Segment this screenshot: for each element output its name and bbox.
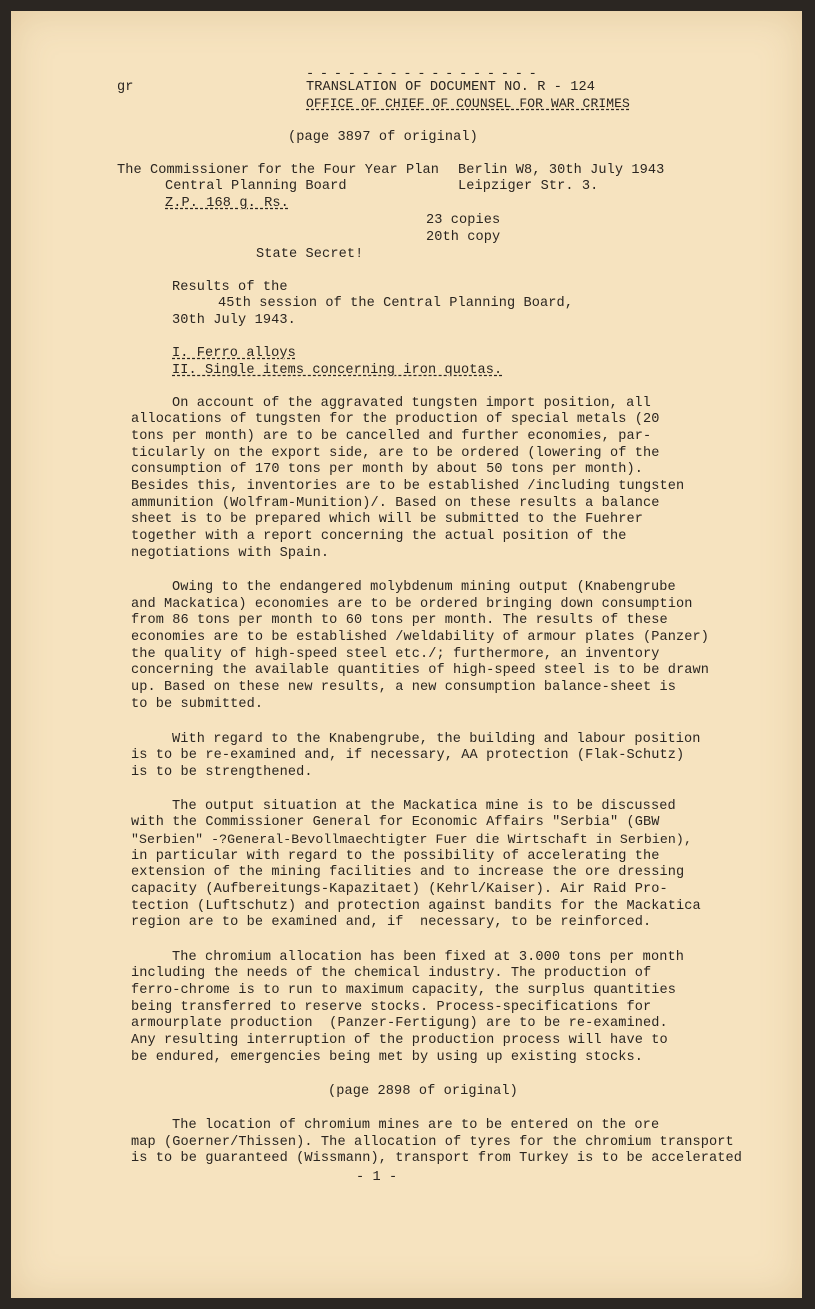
text-line: Besides this, inventories are to be established /including tungsten	[131, 479, 685, 494]
text-line: be endured, emergencies being met by using up existing stocks.	[131, 1050, 643, 1065]
text-line: negotiations with Spain.	[131, 546, 330, 561]
text-line: With regard to the Knabengrube, the building and labour position	[172, 732, 701, 747]
text-line: Owing to the endangered molybdenum mining output (Knabengrube	[172, 580, 676, 595]
text-line: "Serbien" -?General-Bevollmaechtigter Fuer die Wirtschaft in Serbien),	[131, 832, 692, 847]
text-line: in particular with regard to the possibility of accelerating the	[131, 849, 660, 864]
document-title: TRANSLATION OF DOCUMENT NO. R - 124	[306, 80, 596, 95]
page-reference-mid: (page 2898 of original)	[328, 1084, 518, 1099]
copy-number: 20th copy	[426, 230, 501, 245]
page-reference-top: (page 3897 of original)	[288, 130, 478, 145]
text-line: is to be re-examined and, if necessary, AA protection (Flak-Schutz)	[131, 748, 685, 763]
typist-initials: gr	[117, 80, 134, 95]
text-line: tection (Luftschutz) and protection against bandits for the Mackatica	[131, 899, 701, 914]
text-line: the quality of high-speed steel etc./; furthermore, an inventory	[131, 647, 660, 662]
classification: State Secret!	[256, 247, 364, 262]
text-line: On account of the aggravated tungsten import position, all	[172, 396, 651, 411]
text-line: concerning the available quantities of high-speed steel is to be drawn	[131, 663, 710, 678]
subject-line-1: Results of the	[172, 280, 288, 295]
text-line: including the needs of the chemical industry. The production of	[131, 966, 652, 981]
place-date: Berlin W8, 30th July 1943	[458, 163, 665, 178]
text-line: map (Goerner/Thissen). The allocation of tyres for the chromium transport	[131, 1135, 734, 1150]
sender-line-2: Central Planning Board	[165, 179, 347, 194]
text-line: region are to be examined and, if necessary, to be reinforced.	[131, 915, 652, 930]
text-line: capacity (Aufbereitungs-Kapazitaet) (Kehrl/Kaiser). Air Raid Pro-	[131, 882, 668, 897]
text-line: is to be guaranteed (Wissmann), transport from Turkey is to be accelerated	[131, 1151, 743, 1166]
text-line: and Mackatica) economies are to be ordered bringing down consumption	[131, 597, 693, 612]
text-line: tons per month) are to be cancelled and further economies, par-	[131, 429, 652, 444]
text-line: The output situation at the Mackatica mine is to be discussed	[172, 799, 676, 814]
sender-line-1: The Commissioner for the Four Year Plan	[117, 163, 440, 178]
text-line: armourplate production (Panzer-Fertigung) are to be re-examined.	[131, 1016, 668, 1031]
header-dash-rule: - - - - - - - - - - - - - - - - -	[306, 67, 536, 82]
text-line: is to be strengthened.	[131, 765, 313, 780]
copies-count: 23 copies	[426, 213, 501, 228]
text-line: up. Based on these new results, a new consumption balance-sheet is	[131, 680, 676, 695]
text-line: economies are to be established /weldability of armour plates (Panzer)	[131, 630, 710, 645]
text-line: ferro-chrome is to run to maximum capacity, the surplus quantities	[131, 983, 676, 998]
page-number: - 1 -	[356, 1170, 398, 1185]
text-line: ammunition (Wolfram-Munition)/. Based on these results a balance	[131, 496, 660, 511]
text-line: ticularly on the export side, are to be ordered (lowering of the	[131, 446, 660, 461]
text-line: allocations of tungsten for the production of special metals (20	[131, 412, 660, 427]
office-title: OFFICE OF CHIEF OF COUNSEL FOR WAR CRIMES	[306, 96, 630, 111]
text-line: consumption of 170 tons per month by about 50 tons per month).	[131, 462, 643, 477]
file-reference: Z.P. 168 g. Rs.	[165, 196, 289, 211]
text-line: The location of chromium mines are to be entered on the ore	[172, 1118, 660, 1133]
text-line: sheet is to be prepared which will be submitted to the Fuehrer	[131, 512, 643, 527]
text-line: to be submitted.	[131, 697, 264, 712]
item-heading-1: I. Ferro alloys	[172, 346, 296, 361]
subject-line-3: 30th July 1943.	[172, 313, 296, 328]
text-line: together with a report concerning the actual position of the	[131, 529, 627, 544]
text-line: from 86 tons per month to 60 tons per month. The results of these	[131, 613, 668, 628]
text-line: with the Commissioner General for Economic Affairs "Serbia" (GBW	[131, 815, 660, 830]
text-line: Any resulting interruption of the production process will have to	[131, 1033, 668, 1048]
text-line: being transferred to reserve stocks. Process-specifications for	[131, 1000, 652, 1015]
subject-line-2: 45th session of the Central Planning Board,	[218, 296, 574, 311]
place-address: Leipziger Str. 3.	[458, 179, 599, 194]
text-line: extension of the mining facilities and to increase the ore dressing	[131, 865, 685, 880]
text-line: The chromium allocation has been fixed at 3.000 tons per month	[172, 950, 684, 965]
item-heading-2: II. Single items concerning iron quotas.	[172, 363, 503, 378]
